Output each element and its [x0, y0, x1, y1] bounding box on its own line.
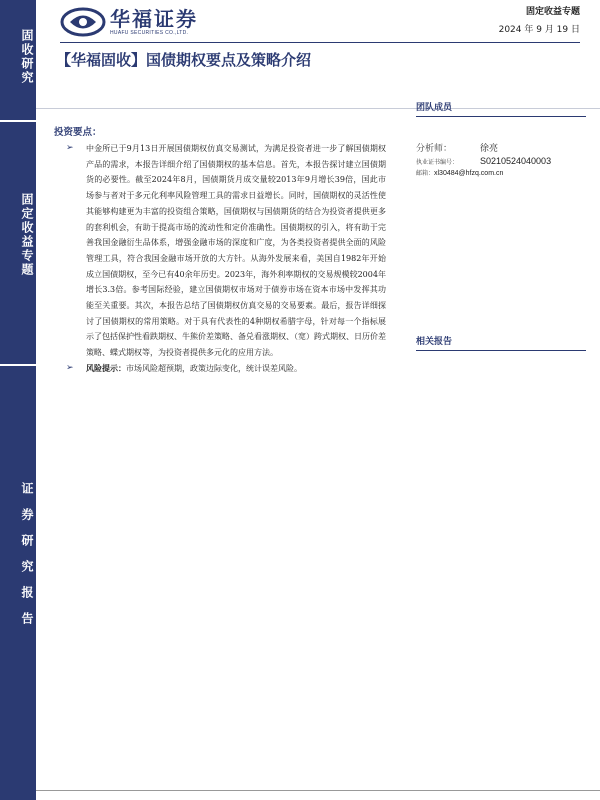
report-type: 固定收益专题 — [525, 7, 580, 17]
logo-english-name: HUAFU SECURITIES CO.,LTD. — [110, 29, 189, 36]
company-logo — [60, 4, 198, 40]
related-reports-section — [416, 334, 586, 351]
risk-label: 风险提示： — [86, 362, 126, 373]
logo-chinese-name: 华福证券 — [110, 6, 198, 31]
cert-label: 执业证书编号： — [416, 159, 459, 166]
footer-divider — [36, 790, 600, 791]
bullet-arrow-icon: ➢ — [66, 362, 74, 373]
team-label: 团队成员 — [416, 103, 453, 113]
sidebar-divider — [0, 120, 36, 122]
key-points-section — [54, 124, 394, 377]
analyst-name: 徐亮 — [480, 144, 499, 154]
related-reports-label: 相关报告 — [416, 337, 453, 347]
key-point-text: 中金所已于9月13日开展国债期权仿真交易测试，为满足投资者进一步了解国债期权产品的需求，本报告详细介绍了国债期权的基本信息。首先，本报告探讨建立国债期货的必要性。截至2024年8月，国债期货月成交量较2013年9月增长39倍，国此市场参与者对于多元化利率风险管理工具的需求日益增长。同时，国债期权的灵活性使其能够构建更为丰富的投资组合策略，国债期权与国债期货的结合为投资者提供更多的套利机会，有助于提高市场的流动性和定价准确性。国债期权的引入，将有助于完善我国金融衍生品体系，增强金融市场的深度和广度，为各类投资者提供全面的风险管理工具，符合我国金融市场开放的大方针。从海外发展来看，美国自1982年开始成立国债期权，至今已有40余年历史。2023年，海外利率期权的交易规模较2004年增长3.3倍。参考国际经验，建立国债期权市场对于债券市场在资本市场中发挥其功能至关重要。其次，本报告总结了国债期权仿真交易的交易要素。最后，报告详细探讨了国债期权的常用策略。对于具有代表性的4种期权希腊字母，针对每一个指标展示了包括保护性看跌期权、牛熊价差策略、备兑看涨期权、（宽）跨式期权、日历价差策略、蝶式期权等，为投资者提供多元化的应用方法。 — [86, 144, 386, 358]
sidebar — [0, 0, 36, 800]
header-divider — [60, 42, 580, 43]
huafu-logo-icon — [60, 7, 106, 37]
analyst-label: 分析师： — [416, 144, 453, 154]
bullet-arrow-icon: ➢ — [66, 143, 74, 153]
risk-bullet — [54, 361, 394, 377]
key-points-label: 投资要点： — [54, 127, 102, 138]
risk-text: 市场风险超预期，政策边际变化，统计误差风险。 — [126, 363, 302, 373]
team-underline — [416, 116, 586, 117]
sidebar-report-tag: 证券研究报告 — [20, 482, 34, 638]
page-title: 【华福固收】国债期权要点及策略介绍 — [56, 51, 312, 69]
page-header — [60, 4, 580, 40]
key-point-bullet — [54, 141, 394, 361]
team-section — [416, 100, 586, 177]
cert-number: S0210524040003 — [480, 156, 552, 166]
related-underline — [416, 350, 586, 351]
sidebar-category: 固收研究 — [20, 29, 34, 85]
sidebar-subcategory: 固定收益专题 — [20, 193, 34, 277]
report-date: 2024 年 9 月 19 日 — [498, 25, 580, 35]
email-label: 邮箱： — [416, 170, 435, 177]
email-address[interactable]: xl30484@hfzq.com.cn — [434, 170, 504, 177]
sidebar-divider — [0, 364, 36, 366]
